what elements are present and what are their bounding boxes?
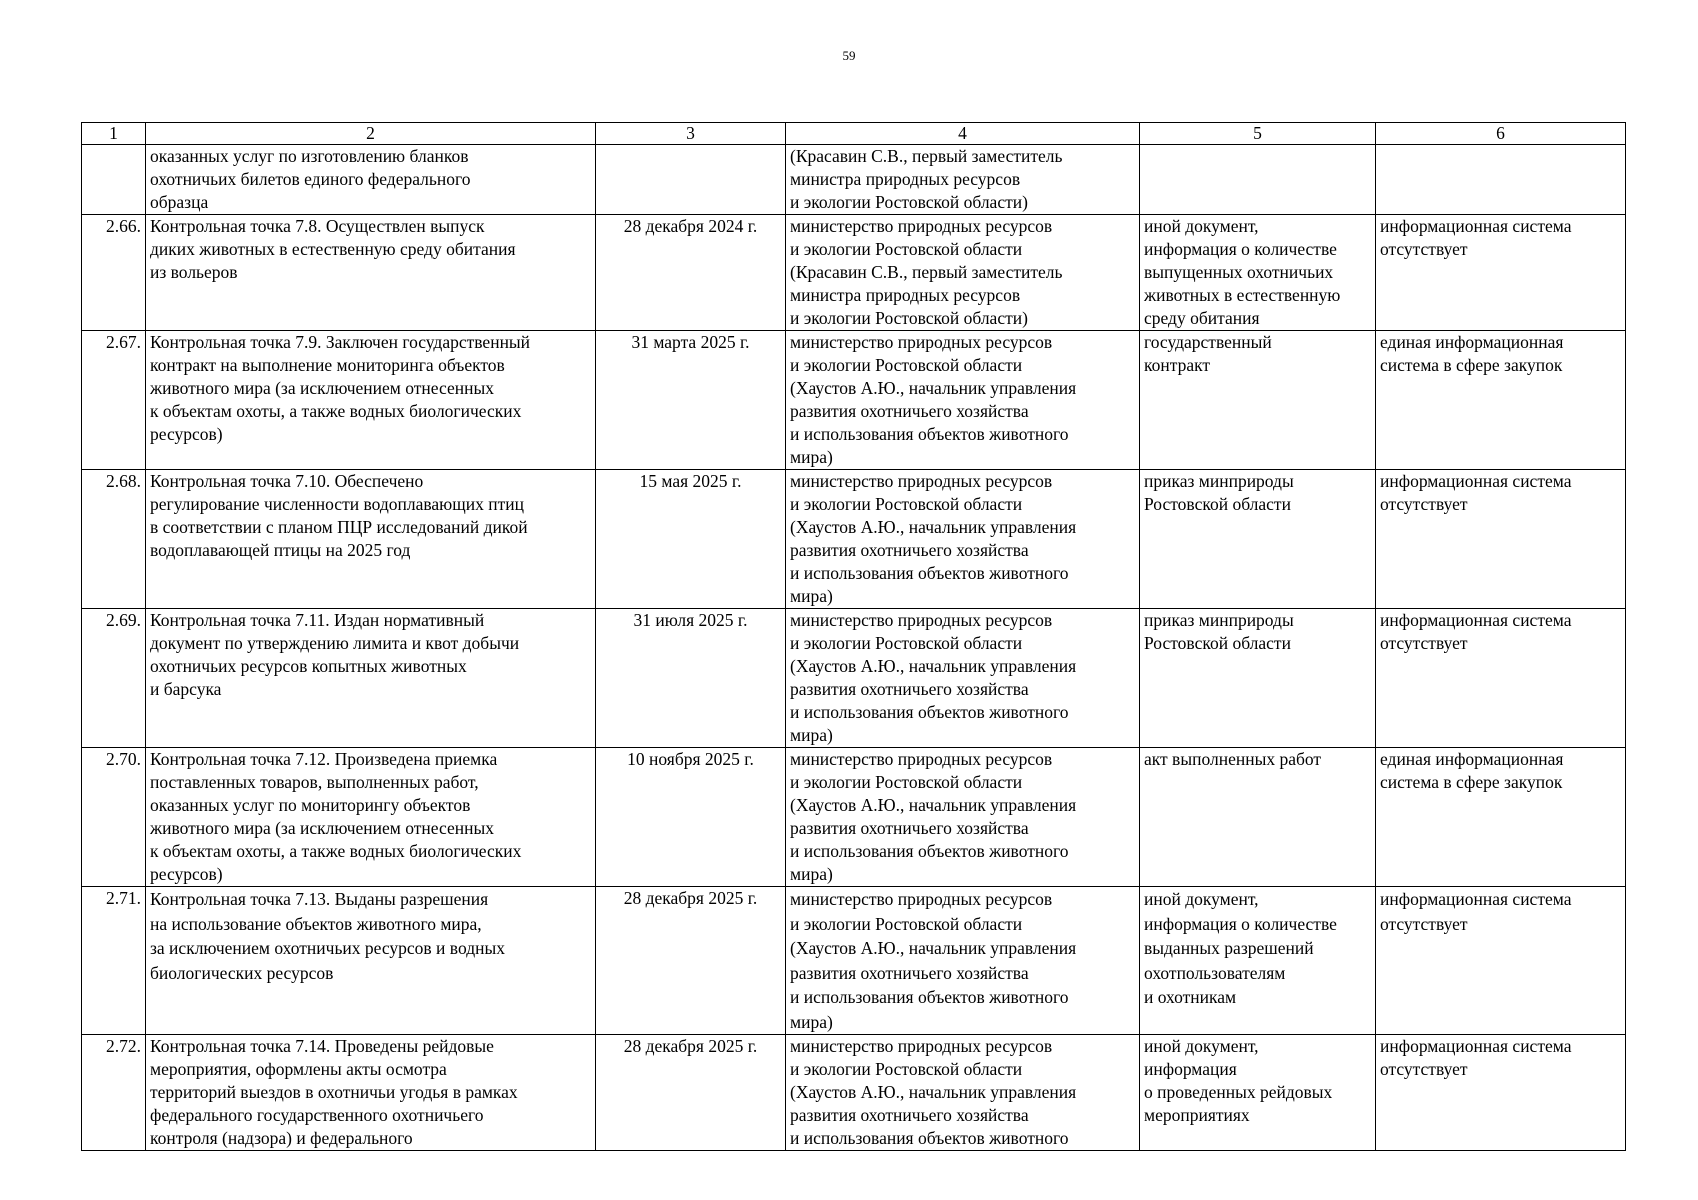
responsible-cell-line: и использования объектов животного — [790, 841, 1069, 861]
responsible-cell-line: и экологии Ростовской области) — [790, 308, 1028, 328]
document-type-cell — [1140, 887, 1376, 1035]
document-type-cell-line: Ростовской области — [1144, 633, 1291, 653]
deadline-cell: 28 декабря 2025 г. — [596, 1035, 786, 1151]
description-cell-line: Контрольная точка 7.9. Заключен государственный — [150, 332, 531, 352]
description-cell-line: мероприятия, оформлены акты осмотра — [150, 1059, 447, 1079]
description-cell-line: документ по утверждению лимита и квот добычи — [150, 633, 520, 653]
description-cell — [146, 1035, 596, 1151]
table-row — [82, 470, 1626, 609]
responsible-cell-line: и экологии Ростовской области — [790, 355, 1023, 375]
deadline-cell: 10 ноября 2025 г. — [596, 748, 786, 887]
description-cell — [146, 331, 596, 470]
description-cell-line: охотничьих билетов единого федерального — [150, 169, 471, 189]
responsible-cell-line: мира) — [790, 725, 833, 745]
responsible-cell-line: (Хаустов А.Ю., начальник управления — [790, 378, 1077, 398]
responsible-cell-line: и экологии Ростовской области) — [790, 192, 1028, 212]
row-number-cell: 2.66. — [82, 215, 146, 331]
responsible-cell-line: министерство природных ресурсов — [790, 216, 1053, 236]
document-type-cell — [1140, 1035, 1376, 1151]
document-table — [81, 122, 1626, 1151]
description-cell-line: федерального государственного охотничьего — [150, 1105, 484, 1125]
responsible-cell-line: министерство природных ресурсов — [790, 749, 1053, 769]
table-row — [82, 887, 1626, 1035]
information-system-cell — [1376, 748, 1626, 887]
responsible-cell-line: мира) — [790, 864, 833, 884]
deadline-cell: 28 декабря 2025 г. — [596, 887, 786, 1035]
description-cell-line: Контрольная точка 7.11. Издан нормативный — [150, 610, 485, 630]
description-cell-line: к объектам охоты, а также водных биологических — [150, 841, 522, 861]
page-number: 59 — [842, 48, 856, 63]
description-cell-line: ресурсов) — [150, 424, 223, 444]
responsible-cell-line: и использования объектов животного — [790, 563, 1069, 583]
document-type-cell — [1140, 145, 1376, 215]
responsible-cell-line: и экологии Ростовской области — [790, 239, 1023, 259]
responsible-cell-line: мира) — [790, 586, 833, 606]
description-cell-line: Контрольная точка 7.13. Выданы разрешения — [150, 889, 489, 909]
table-body — [82, 145, 1626, 1151]
description-cell-line: животного мира (за исключением отнесенных — [150, 818, 494, 838]
row-number-cell: 2.67. — [82, 331, 146, 470]
description-cell-line: регулирование численности водоплавающих птиц — [150, 494, 524, 514]
table-row — [82, 748, 1626, 887]
document-type-cell-line: о проведенных рейдовых — [1144, 1082, 1333, 1102]
table-row — [82, 215, 1626, 331]
document-type-cell-line: охотпользователям — [1144, 962, 1286, 983]
responsible-cell — [786, 748, 1140, 887]
responsible-cell — [786, 1035, 1140, 1151]
document-type-cell-line: приказ минприроды — [1144, 471, 1294, 491]
description-cell-line: биологических ресурсов — [150, 962, 334, 983]
description-cell-line: из вольеров — [150, 262, 238, 282]
row-number-cell: 2.69. — [82, 609, 146, 748]
document-type-cell-line: акт выполненных работ — [1144, 749, 1322, 769]
document-type-cell — [1140, 470, 1376, 609]
information-system-cell-line: информационная система — [1380, 889, 1572, 909]
responsible-cell-line: министерство природных ресурсов — [790, 889, 1053, 909]
responsible-cell-line: (Красавин С.В., первый заместитель — [790, 146, 1063, 166]
row-number-cell: 2.71. — [82, 887, 146, 1035]
description-cell-line: животного мира (за исключением отнесенных — [150, 378, 494, 398]
column-header: 3 — [596, 123, 786, 145]
information-system-cell-line: единая информационная — [1380, 749, 1564, 769]
responsible-cell — [786, 887, 1140, 1035]
description-cell-line: ресурсов) — [150, 864, 223, 884]
responsible-cell-line: министра природных ресурсов — [790, 169, 1021, 189]
document-type-cell-line: информация о количестве — [1144, 913, 1337, 934]
row-number-cell — [82, 145, 146, 215]
table-row — [82, 609, 1626, 748]
column-header: 6 — [1376, 123, 1626, 145]
deadline-cell: 15 мая 2025 г. — [596, 470, 786, 609]
description-cell-line: к объектам охоты, а также водных биологических — [150, 401, 522, 421]
responsible-cell-line: мира) — [790, 1011, 833, 1032]
deadline-cell: 31 марта 2025 г. — [596, 331, 786, 470]
information-system-cell-line: система в сфере закупок — [1380, 772, 1563, 792]
information-system-cell — [1376, 470, 1626, 609]
deadline-cell: 31 июля 2025 г. — [596, 609, 786, 748]
responsible-cell-line: министерство природных ресурсов — [790, 1036, 1053, 1056]
description-cell — [146, 887, 596, 1035]
information-system-cell-line: информационная система — [1380, 471, 1572, 491]
description-cell-line: Контрольная точка 7.8. Осуществлен выпуск — [150, 216, 485, 236]
description-cell — [146, 470, 596, 609]
description-cell — [146, 609, 596, 748]
table-row — [82, 331, 1626, 470]
information-system-cell — [1376, 331, 1626, 470]
table-row — [82, 1035, 1626, 1151]
row-number-cell: 2.70. — [82, 748, 146, 887]
responsible-cell-line: министра природных ресурсов — [790, 285, 1021, 305]
column-header: 4 — [786, 123, 1140, 145]
description-cell-line: поставленных товаров, выполненных работ, — [150, 772, 479, 792]
document-type-cell-line: Ростовской области — [1144, 494, 1291, 514]
description-cell — [146, 748, 596, 887]
description-cell-line: на использование объектов животного мира, — [150, 913, 482, 934]
description-cell-line: оказанных услуг по изготовлению бланков — [150, 146, 469, 166]
description-cell — [146, 145, 596, 215]
information-system-cell-line: информационная система — [1380, 1036, 1572, 1056]
document-type-cell — [1140, 331, 1376, 470]
document-type-cell — [1140, 215, 1376, 331]
responsible-cell — [786, 470, 1140, 609]
document-type-cell-line: и охотникам — [1144, 987, 1237, 1007]
information-system-cell-line: отсутствует — [1380, 633, 1468, 653]
document-type-cell — [1140, 748, 1376, 887]
information-system-cell-line: отсутствует — [1380, 913, 1468, 934]
description-cell-line: диких животных в естественную среду обитания — [150, 239, 516, 259]
column-header: 5 — [1140, 123, 1376, 145]
responsible-cell-line: (Хаустов А.Ю., начальник управления — [790, 517, 1077, 537]
document-type-cell-line: информация — [1144, 1059, 1237, 1079]
deadline-cell — [596, 145, 786, 215]
responsible-cell-line: мира) — [790, 447, 833, 467]
deadline-cell: 28 декабря 2024 г. — [596, 215, 786, 331]
responsible-cell — [786, 145, 1140, 215]
column-header: 1 — [82, 123, 146, 145]
document-type-cell-line: выданных разрешений — [1144, 938, 1314, 958]
document-type-cell-line: выпущенных охотничьих — [1144, 262, 1334, 282]
description-cell-line: за исключением охотничьих ресурсов и водных — [150, 938, 505, 958]
responsible-cell-line: развития охотничьего хозяйства — [790, 679, 1029, 699]
description-cell-line: образца — [150, 192, 209, 212]
information-system-cell-line: отсутствует — [1380, 1059, 1468, 1079]
document-type-cell-line: животных в естественную — [1144, 285, 1341, 305]
responsible-cell-line: и экологии Ростовской области — [790, 1059, 1023, 1079]
document-type-cell — [1140, 609, 1376, 748]
document-type-cell-line: иной документ, — [1144, 1036, 1259, 1056]
responsible-cell-line: (Хаустов А.Ю., начальник управления — [790, 1082, 1077, 1102]
responsible-cell-line: и использования объектов животного — [790, 702, 1069, 722]
responsible-cell-line: министерство природных ресурсов — [790, 471, 1053, 491]
description-cell-line: и барсука — [150, 679, 222, 699]
responsible-cell-line: и использования объектов животного — [790, 987, 1069, 1007]
table-row — [82, 145, 1626, 215]
document-type-cell-line: приказ минприроды — [1144, 610, 1294, 630]
description-cell-line: водоплавающей птицы на 2025 год — [150, 540, 411, 560]
document-type-cell-line: контракт — [1144, 355, 1211, 375]
information-system-cell — [1376, 145, 1626, 215]
responsible-cell-line: (Хаустов А.Ю., начальник управления — [790, 795, 1077, 815]
responsible-cell-line: и экологии Ростовской области — [790, 772, 1023, 792]
responsible-cell-line: и использования объектов животного — [790, 424, 1069, 444]
document-type-cell-line: иной документ, — [1144, 216, 1259, 236]
responsible-cell-line: (Хаустов А.Ю., начальник управления — [790, 656, 1077, 676]
description-cell-line: территорий выездов в охотничьи угодья в рамках — [150, 1082, 518, 1102]
responsible-cell-line: и экологии Ростовской области — [790, 913, 1023, 934]
responsible-cell-line: развития охотничьего хозяйства — [790, 1105, 1029, 1125]
responsible-cell-line: (Красавин С.В., первый заместитель — [790, 262, 1063, 282]
table-header-row — [82, 123, 1626, 145]
information-system-cell — [1376, 215, 1626, 331]
information-system-cell-line: информационная система — [1380, 610, 1572, 630]
document-type-cell-line: среду обитания — [1144, 308, 1260, 328]
information-system-cell — [1376, 887, 1626, 1035]
responsible-cell — [786, 609, 1140, 748]
document-type-cell-line: иной документ, — [1144, 889, 1259, 909]
responsible-cell-line: министерство природных ресурсов — [790, 332, 1053, 352]
row-number-cell: 2.72. — [82, 1035, 146, 1151]
responsible-cell-line: и экологии Ростовской области — [790, 494, 1023, 514]
information-system-cell-line: информационная система — [1380, 216, 1572, 236]
information-system-cell — [1376, 609, 1626, 748]
information-system-cell-line: единая информационная — [1380, 332, 1564, 352]
row-number-cell: 2.68. — [82, 470, 146, 609]
responsible-cell-line: развития охотничьего хозяйства — [790, 540, 1029, 560]
information-system-cell-line: отсутствует — [1380, 239, 1468, 259]
responsible-cell-line: и использования объектов животного — [790, 1128, 1069, 1148]
responsible-cell-line: и экологии Ростовской области — [790, 633, 1023, 653]
document-type-cell-line: государственный — [1144, 332, 1272, 352]
description-cell-line: Контрольная точка 7.14. Проведены рейдовые — [150, 1036, 494, 1056]
responsible-cell-line: развития охотничьего хозяйства — [790, 401, 1029, 421]
responsible-cell-line: развития охотничьего хозяйства — [790, 818, 1029, 838]
description-cell-line: Контрольная точка 7.12. Произведена приемка — [150, 749, 498, 769]
description-cell-line: в соответствии с планом ПЦР исследований дикой — [150, 517, 528, 537]
responsible-cell-line: развития охотничьего хозяйства — [790, 962, 1029, 983]
document-type-cell-line: информация о количестве — [1144, 239, 1337, 259]
description-cell-line: контракт на выполнение мониторинга объектов — [150, 355, 505, 375]
description-cell-line: оказанных услуг по мониторингу объектов — [150, 795, 471, 815]
description-cell — [146, 215, 596, 331]
responsible-cell — [786, 215, 1140, 331]
description-cell-line: Контрольная точка 7.10. Обеспечено — [150, 471, 424, 491]
information-system-cell-line: отсутствует — [1380, 494, 1468, 514]
responsible-cell — [786, 331, 1140, 470]
column-header: 2 — [146, 123, 596, 145]
information-system-cell — [1376, 1035, 1626, 1151]
responsible-cell-line: министерство природных ресурсов — [790, 610, 1053, 630]
description-cell-line: контроля (надзора) и федерального — [150, 1128, 413, 1148]
information-system-cell-line: система в сфере закупок — [1380, 355, 1563, 375]
description-cell-line: охотничьих ресурсов копытных животных — [150, 656, 467, 676]
responsible-cell-line: (Хаустов А.Ю., начальник управления — [790, 938, 1077, 958]
document-type-cell-line: мероприятиях — [1144, 1105, 1250, 1125]
